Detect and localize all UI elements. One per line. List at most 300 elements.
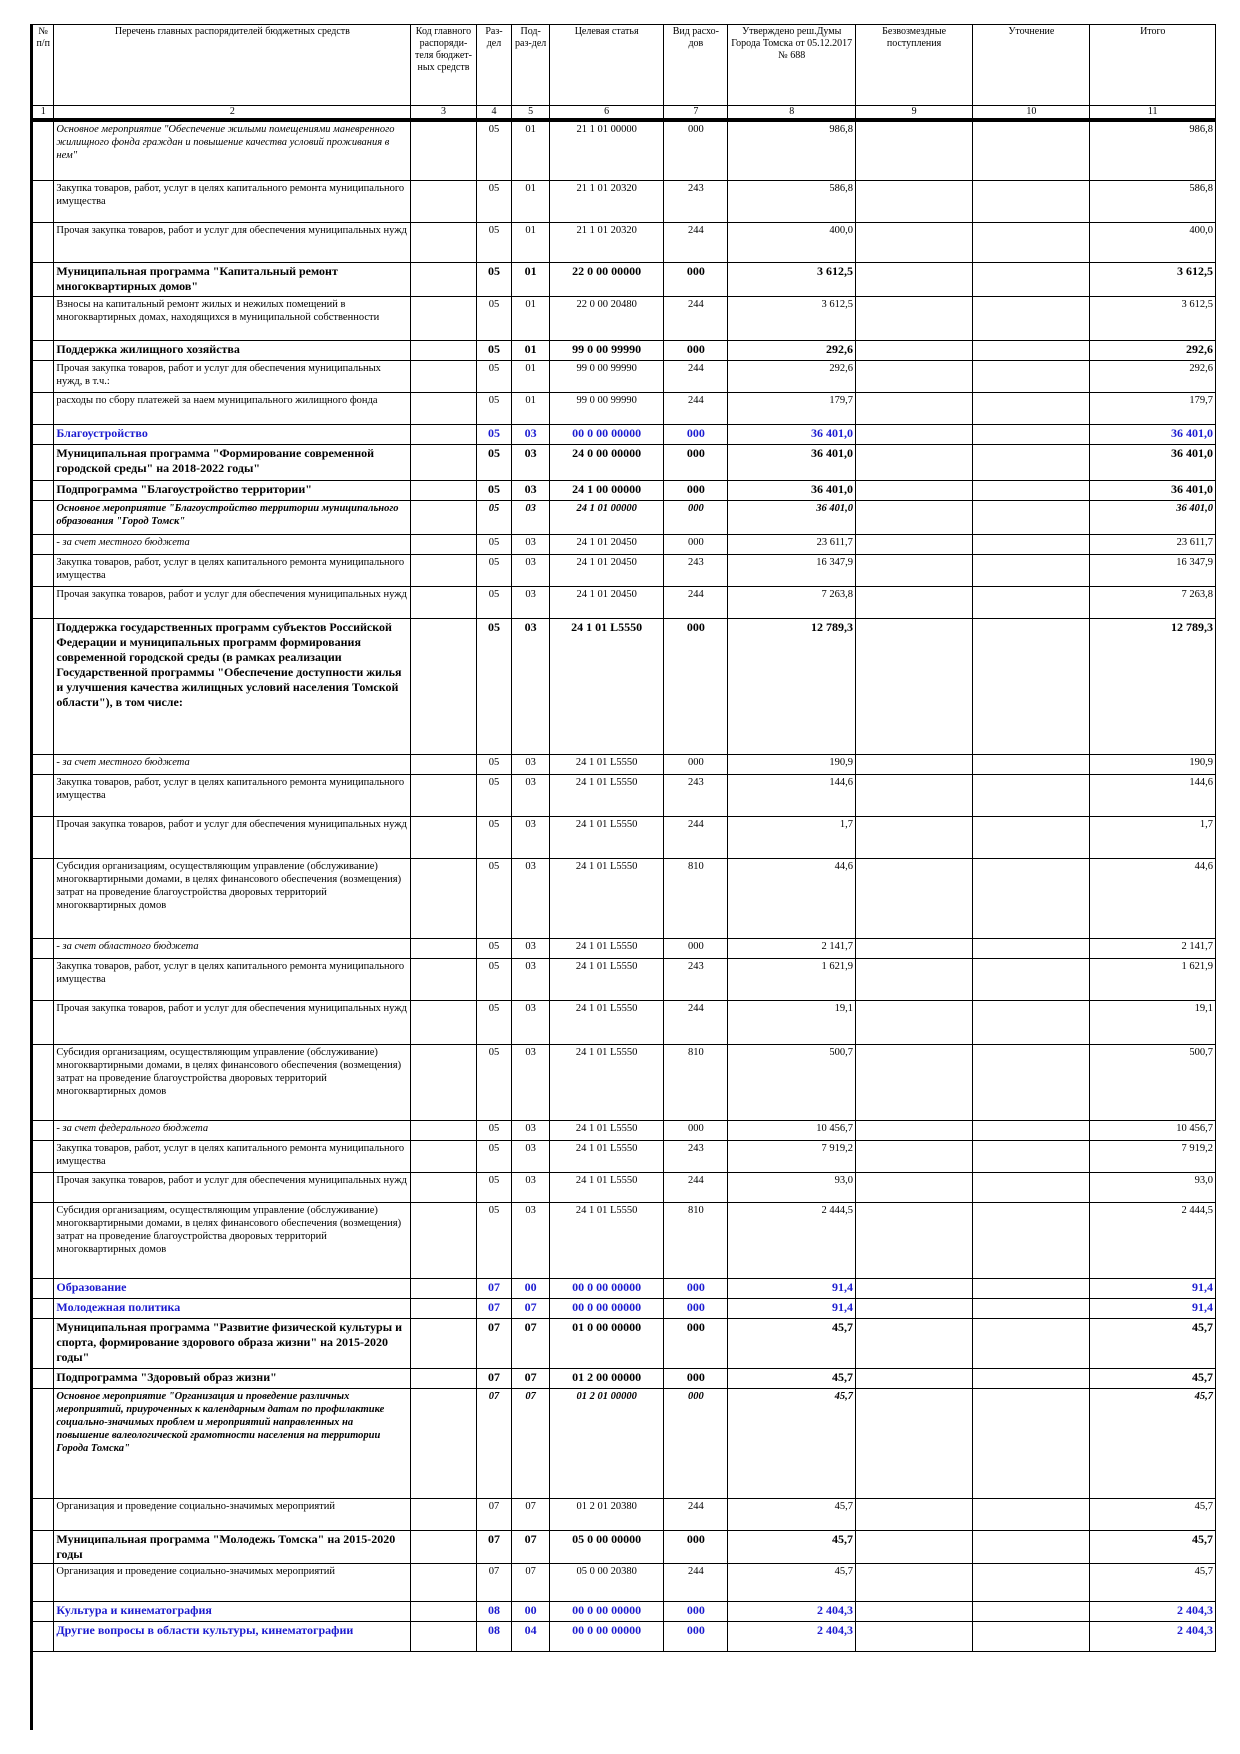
row-approved: 400,0 bbox=[728, 222, 855, 262]
row-grants bbox=[855, 554, 972, 586]
table-row bbox=[33, 958, 1216, 1000]
budget-table bbox=[32, 24, 1216, 1652]
row-correction bbox=[973, 816, 1090, 858]
row-grants bbox=[855, 1498, 972, 1530]
row-grants bbox=[855, 360, 972, 392]
table-row bbox=[33, 1140, 1216, 1172]
row-distributor-code bbox=[411, 1601, 476, 1621]
row-expense-type: 000 bbox=[664, 480, 728, 500]
row-grants bbox=[855, 222, 972, 262]
row-razdel: 05 bbox=[476, 424, 512, 444]
row-grants bbox=[855, 1298, 972, 1318]
row-total: 1,7 bbox=[1090, 816, 1216, 858]
row-distributor-code bbox=[411, 858, 476, 938]
row-podrazdel: 03 bbox=[512, 480, 550, 500]
row-distributor-code bbox=[411, 816, 476, 858]
row-distributor-code bbox=[411, 938, 476, 958]
row-grants bbox=[855, 1172, 972, 1202]
row-razdel: 07 bbox=[476, 1530, 512, 1563]
row-grants bbox=[855, 958, 972, 1000]
row-razdel: 07 bbox=[476, 1563, 512, 1601]
row-podrazdel: 03 bbox=[512, 1044, 550, 1120]
col-num: 4 bbox=[476, 106, 512, 121]
row-razdel: 05 bbox=[476, 1202, 512, 1278]
row-correction bbox=[973, 392, 1090, 424]
header-distributors: Перечень главных распорядителей бюджетных средств bbox=[54, 25, 411, 106]
row-target-article: 00 0 00 00000 bbox=[550, 1278, 664, 1298]
row-grants bbox=[855, 1278, 972, 1298]
row-expense-type: 000 bbox=[664, 1298, 728, 1318]
row-approved: 91,4 bbox=[728, 1298, 855, 1318]
row-approved: 1,7 bbox=[728, 816, 855, 858]
row-distributor-code bbox=[411, 1000, 476, 1044]
row-expense-type: 810 bbox=[664, 1202, 728, 1278]
row-razdel: 05 bbox=[476, 1140, 512, 1172]
row-podrazdel: 07 bbox=[512, 1318, 550, 1368]
row-correction bbox=[973, 360, 1090, 392]
row-distributor-code bbox=[411, 586, 476, 618]
row-expense-type: 000 bbox=[664, 444, 728, 480]
row-grants bbox=[855, 774, 972, 816]
row-distributor-code bbox=[411, 180, 476, 222]
row-total: 7 263,8 bbox=[1090, 586, 1216, 618]
table-row bbox=[33, 444, 1216, 480]
row-target-article: 24 1 00 00000 bbox=[550, 480, 664, 500]
row-total: 45,7 bbox=[1090, 1368, 1216, 1388]
row-expense-type: 000 bbox=[664, 340, 728, 360]
col-num: 5 bbox=[512, 106, 550, 121]
row-podrazdel: 01 bbox=[512, 180, 550, 222]
row-correction bbox=[973, 754, 1090, 774]
row-number bbox=[33, 222, 54, 262]
row-name: Закупка товаров, работ, услуг в целях капитального ремонта муниципального имущества bbox=[54, 554, 411, 586]
row-target-article: 24 1 01 L5550 bbox=[550, 858, 664, 938]
row-approved: 190,9 bbox=[728, 754, 855, 774]
col-num: 10 bbox=[973, 106, 1090, 121]
row-total: 144,6 bbox=[1090, 774, 1216, 816]
row-grants bbox=[855, 1044, 972, 1120]
row-name: Муниципальная программа "Молодежь Томска" на 2015-2020 годы bbox=[54, 1530, 411, 1563]
row-podrazdel: 03 bbox=[512, 816, 550, 858]
row-distributor-code bbox=[411, 480, 476, 500]
row-expense-type: 000 bbox=[664, 618, 728, 754]
row-expense-type: 000 bbox=[664, 500, 728, 534]
col-num: 3 bbox=[411, 106, 476, 121]
row-name: Прочая закупка товаров, работ и услуг для обеспечения муниципальных нужд bbox=[54, 1000, 411, 1044]
row-approved: 44,6 bbox=[728, 858, 855, 938]
row-target-article: 22 0 00 00000 bbox=[550, 262, 664, 296]
row-podrazdel: 03 bbox=[512, 424, 550, 444]
row-target-article: 05 0 00 20380 bbox=[550, 1563, 664, 1601]
row-correction bbox=[973, 534, 1090, 554]
row-razdel: 05 bbox=[476, 340, 512, 360]
row-correction bbox=[973, 1563, 1090, 1601]
row-name: Основное мероприятие "Организация и проведение различных мероприятий, приуроченных к календарным датам по профилактике социально-значимых проблем и мероприятий направленных на повышение валеологической грамотности населения на территории Города Томска" bbox=[54, 1388, 411, 1498]
row-name: Организация и проведение социально-значимых мероприятий bbox=[54, 1563, 411, 1601]
row-approved: 12 789,3 bbox=[728, 618, 855, 754]
header-distributor-code: Код главного распоряди-теля бюджет-ных средств bbox=[411, 25, 476, 106]
row-name: Прочая закупка товаров, работ и услуг для обеспечения муниципальных нужд bbox=[54, 222, 411, 262]
row-correction bbox=[973, 1000, 1090, 1044]
row-podrazdel: 07 bbox=[512, 1368, 550, 1388]
row-target-article: 05 0 00 00000 bbox=[550, 1530, 664, 1563]
header-grants: Безвозмездные поступления bbox=[855, 25, 972, 106]
table-row bbox=[33, 618, 1216, 754]
row-target-article: 24 1 01 L5550 bbox=[550, 1202, 664, 1278]
header-podrazdel: Под-раз-дел bbox=[512, 25, 550, 106]
row-podrazdel: 03 bbox=[512, 1000, 550, 1044]
row-approved: 45,7 bbox=[728, 1368, 855, 1388]
row-distributor-code bbox=[411, 120, 476, 180]
col-num: 6 bbox=[550, 106, 664, 121]
table-row bbox=[33, 1278, 1216, 1298]
row-approved: 45,7 bbox=[728, 1563, 855, 1601]
row-podrazdel: 00 bbox=[512, 1601, 550, 1621]
row-grants bbox=[855, 1140, 972, 1172]
row-expense-type: 000 bbox=[664, 1388, 728, 1498]
row-number bbox=[33, 480, 54, 500]
col-num: 7 bbox=[664, 106, 728, 121]
row-total: 36 401,0 bbox=[1090, 424, 1216, 444]
row-number bbox=[33, 1368, 54, 1388]
row-distributor-code bbox=[411, 754, 476, 774]
table-row bbox=[33, 1172, 1216, 1202]
header-target-article: Целевая статья bbox=[550, 25, 664, 106]
row-number bbox=[33, 938, 54, 958]
row-razdel: 05 bbox=[476, 958, 512, 1000]
row-correction bbox=[973, 1298, 1090, 1318]
row-correction bbox=[973, 618, 1090, 754]
row-grants bbox=[855, 586, 972, 618]
row-correction bbox=[973, 1140, 1090, 1172]
table-row bbox=[33, 1202, 1216, 1278]
row-approved: 2 404,3 bbox=[728, 1601, 855, 1621]
row-approved: 7 919,2 bbox=[728, 1140, 855, 1172]
row-correction bbox=[973, 1278, 1090, 1298]
row-distributor-code bbox=[411, 444, 476, 480]
row-distributor-code bbox=[411, 1563, 476, 1601]
row-podrazdel: 03 bbox=[512, 618, 550, 754]
row-expense-type: 244 bbox=[664, 296, 728, 340]
table-row bbox=[33, 1298, 1216, 1318]
row-number bbox=[33, 534, 54, 554]
table-row bbox=[33, 120, 1216, 180]
row-number bbox=[33, 586, 54, 618]
row-number bbox=[33, 1621, 54, 1651]
row-approved: 36 401,0 bbox=[728, 480, 855, 500]
row-total: 2 404,3 bbox=[1090, 1621, 1216, 1651]
table-row bbox=[33, 360, 1216, 392]
row-distributor-code bbox=[411, 554, 476, 586]
row-target-article: 24 1 01 L5550 bbox=[550, 1044, 664, 1120]
row-distributor-code bbox=[411, 1388, 476, 1498]
row-razdel: 05 bbox=[476, 858, 512, 938]
row-name: Подпрограмма "Благоустройство территории" bbox=[54, 480, 411, 500]
row-grants bbox=[855, 1621, 972, 1651]
row-target-article: 24 1 01 20450 bbox=[550, 586, 664, 618]
row-target-article: 24 1 01 L5550 bbox=[550, 1172, 664, 1202]
row-name: Поддержка государственных программ субъектов Российской Федерации и муниципальных программ формирования современной городской среды (в рамках реализации Государственной программы "Обеспечение доступности жилья и улучшения качества жилищных условий населения Томской области"), в том числе: bbox=[54, 618, 411, 754]
row-approved: 36 401,0 bbox=[728, 424, 855, 444]
row-podrazdel: 03 bbox=[512, 1172, 550, 1202]
table-row bbox=[33, 774, 1216, 816]
row-expense-type: 000 bbox=[664, 1621, 728, 1651]
row-correction bbox=[973, 1120, 1090, 1140]
row-number bbox=[33, 180, 54, 222]
header-total: Итого bbox=[1090, 25, 1216, 106]
row-name: Закупка товаров, работ, услуг в целях капитального ремонта муниципального имущества bbox=[54, 958, 411, 1000]
row-number bbox=[33, 1318, 54, 1368]
row-target-article: 21 1 01 20320 bbox=[550, 180, 664, 222]
row-grants bbox=[855, 534, 972, 554]
row-grants bbox=[855, 1120, 972, 1140]
row-correction bbox=[973, 180, 1090, 222]
row-expense-type: 000 bbox=[664, 262, 728, 296]
row-number bbox=[33, 500, 54, 534]
row-number bbox=[33, 262, 54, 296]
row-expense-type: 243 bbox=[664, 774, 728, 816]
row-name: Муниципальная программа "Формирование современной городской среды" на 2018-2022 годы" bbox=[54, 444, 411, 480]
row-name: Субсидия организациям, осуществляющим управление (обслуживание) многоквартирными домами, в целях финансового обеспечения (возмещения) затрат на проведение благоустройства дворовых территорий многоквартирных домов bbox=[54, 1044, 411, 1120]
row-podrazdel: 01 bbox=[512, 120, 550, 180]
row-correction bbox=[973, 1498, 1090, 1530]
table-row bbox=[33, 1621, 1216, 1651]
row-target-article: 01 0 00 00000 bbox=[550, 1318, 664, 1368]
row-podrazdel: 01 bbox=[512, 392, 550, 424]
row-podrazdel: 07 bbox=[512, 1298, 550, 1318]
row-approved: 45,7 bbox=[728, 1388, 855, 1498]
row-podrazdel: 01 bbox=[512, 222, 550, 262]
header-razdel: Раз-дел bbox=[476, 25, 512, 106]
table-row bbox=[33, 554, 1216, 586]
row-approved: 179,7 bbox=[728, 392, 855, 424]
row-distributor-code bbox=[411, 1278, 476, 1298]
row-name: Молодежная политика bbox=[54, 1298, 411, 1318]
row-approved: 3 612,5 bbox=[728, 262, 855, 296]
row-distributor-code bbox=[411, 1172, 476, 1202]
row-total: 36 401,0 bbox=[1090, 444, 1216, 480]
col-num: 2 bbox=[54, 106, 411, 121]
row-distributor-code bbox=[411, 340, 476, 360]
row-number bbox=[33, 1278, 54, 1298]
row-correction bbox=[973, 340, 1090, 360]
row-podrazdel: 03 bbox=[512, 444, 550, 480]
row-name: - за счет федерального бюджета bbox=[54, 1120, 411, 1140]
table-row bbox=[33, 816, 1216, 858]
row-grants bbox=[855, 120, 972, 180]
row-total: 2 141,7 bbox=[1090, 938, 1216, 958]
row-total: 36 401,0 bbox=[1090, 500, 1216, 534]
header-row bbox=[33, 25, 1216, 106]
row-number bbox=[33, 1298, 54, 1318]
row-distributor-code bbox=[411, 1318, 476, 1368]
row-name: Благоустройство bbox=[54, 424, 411, 444]
row-approved: 23 611,7 bbox=[728, 534, 855, 554]
row-expense-type: 000 bbox=[664, 534, 728, 554]
table-row bbox=[33, 222, 1216, 262]
row-expense-type: 000 bbox=[664, 1530, 728, 1563]
row-correction bbox=[973, 1368, 1090, 1388]
row-total: 10 456,7 bbox=[1090, 1120, 1216, 1140]
row-total: 45,7 bbox=[1090, 1318, 1216, 1368]
row-approved: 292,6 bbox=[728, 340, 855, 360]
row-razdel: 05 bbox=[476, 1172, 512, 1202]
table-row bbox=[33, 1368, 1216, 1388]
row-name: Основное мероприятие "Обеспечение жилыми помещениями маневренного жилищного фонда граждан и повышение качества условий проживания в нем" bbox=[54, 120, 411, 180]
row-approved: 19,1 bbox=[728, 1000, 855, 1044]
row-razdel: 05 bbox=[476, 444, 512, 480]
row-target-article: 24 1 01 L5550 bbox=[550, 958, 664, 1000]
row-target-article: 00 0 00 00000 bbox=[550, 424, 664, 444]
table-row bbox=[33, 1000, 1216, 1044]
row-razdel: 07 bbox=[476, 1498, 512, 1530]
row-approved: 36 401,0 bbox=[728, 444, 855, 480]
row-target-article: 00 0 00 00000 bbox=[550, 1621, 664, 1651]
row-expense-type: 000 bbox=[664, 754, 728, 774]
row-razdel: 05 bbox=[476, 586, 512, 618]
header-number: № п/п bbox=[33, 25, 54, 106]
row-razdel: 05 bbox=[476, 296, 512, 340]
row-expense-type: 000 bbox=[664, 1278, 728, 1298]
row-total: 986,8 bbox=[1090, 120, 1216, 180]
row-correction bbox=[973, 938, 1090, 958]
row-correction bbox=[973, 500, 1090, 534]
row-correction bbox=[973, 424, 1090, 444]
table-row bbox=[33, 938, 1216, 958]
table-row bbox=[33, 586, 1216, 618]
row-total: 36 401,0 bbox=[1090, 480, 1216, 500]
row-number bbox=[33, 340, 54, 360]
row-approved: 986,8 bbox=[728, 120, 855, 180]
row-total: 44,6 bbox=[1090, 858, 1216, 938]
row-correction bbox=[973, 1388, 1090, 1498]
row-total: 16 347,9 bbox=[1090, 554, 1216, 586]
row-total: 7 919,2 bbox=[1090, 1140, 1216, 1172]
row-target-article: 24 1 01 L5550 bbox=[550, 1000, 664, 1044]
row-razdel: 05 bbox=[476, 262, 512, 296]
row-expense-type: 000 bbox=[664, 938, 728, 958]
row-number bbox=[33, 1202, 54, 1278]
row-podrazdel: 03 bbox=[512, 1120, 550, 1140]
row-target-article: 01 2 01 20380 bbox=[550, 1498, 664, 1530]
row-podrazdel: 04 bbox=[512, 1621, 550, 1651]
row-correction bbox=[973, 1601, 1090, 1621]
row-razdel: 05 bbox=[476, 1000, 512, 1044]
row-number bbox=[33, 1530, 54, 1563]
row-approved: 7 263,8 bbox=[728, 586, 855, 618]
row-approved: 16 347,9 bbox=[728, 554, 855, 586]
row-total: 1 621,9 bbox=[1090, 958, 1216, 1000]
row-distributor-code bbox=[411, 424, 476, 444]
row-expense-type: 000 bbox=[664, 1120, 728, 1140]
row-approved: 2 141,7 bbox=[728, 938, 855, 958]
row-grants bbox=[855, 816, 972, 858]
row-approved: 586,8 bbox=[728, 180, 855, 222]
row-razdel: 07 bbox=[476, 1318, 512, 1368]
row-distributor-code bbox=[411, 1202, 476, 1278]
row-correction bbox=[973, 1530, 1090, 1563]
row-number bbox=[33, 858, 54, 938]
row-target-article: 22 0 00 20480 bbox=[550, 296, 664, 340]
table-row bbox=[33, 180, 1216, 222]
row-razdel: 05 bbox=[476, 480, 512, 500]
row-expense-type: 000 bbox=[664, 1601, 728, 1621]
row-correction bbox=[973, 1172, 1090, 1202]
row-target-article: 24 1 01 00000 bbox=[550, 500, 664, 534]
row-total: 23 611,7 bbox=[1090, 534, 1216, 554]
header-correction: Уточнение bbox=[973, 25, 1090, 106]
row-podrazdel: 03 bbox=[512, 534, 550, 554]
row-approved: 45,7 bbox=[728, 1318, 855, 1368]
row-number bbox=[33, 958, 54, 1000]
row-distributor-code bbox=[411, 1621, 476, 1651]
row-podrazdel: 03 bbox=[512, 500, 550, 534]
row-razdel: 05 bbox=[476, 938, 512, 958]
header-approved: Утверждено реш.Думы Города Томска от 05.12.2017 № 688 bbox=[728, 25, 855, 106]
row-podrazdel: 03 bbox=[512, 1202, 550, 1278]
row-distributor-code bbox=[411, 1120, 476, 1140]
row-razdel: 07 bbox=[476, 1368, 512, 1388]
row-correction bbox=[973, 222, 1090, 262]
row-total: 19,1 bbox=[1090, 1000, 1216, 1044]
row-razdel: 05 bbox=[476, 1120, 512, 1140]
row-approved: 3 612,5 bbox=[728, 296, 855, 340]
row-number bbox=[33, 360, 54, 392]
row-razdel: 08 bbox=[476, 1621, 512, 1651]
row-correction bbox=[973, 296, 1090, 340]
row-approved: 45,7 bbox=[728, 1530, 855, 1563]
row-podrazdel: 03 bbox=[512, 754, 550, 774]
row-name: расходы по сбору платежей за наем муниципального жилищного фонда bbox=[54, 392, 411, 424]
row-grants bbox=[855, 858, 972, 938]
row-name: - за счет областного бюджета bbox=[54, 938, 411, 958]
row-number bbox=[33, 1044, 54, 1120]
row-number bbox=[33, 1120, 54, 1140]
row-razdel: 05 bbox=[476, 1044, 512, 1120]
row-correction bbox=[973, 1202, 1090, 1278]
row-total: 586,8 bbox=[1090, 180, 1216, 222]
row-expense-type: 244 bbox=[664, 1563, 728, 1601]
row-target-article: 24 1 01 20450 bbox=[550, 554, 664, 586]
row-number bbox=[33, 754, 54, 774]
row-correction bbox=[973, 1044, 1090, 1120]
row-approved: 10 456,7 bbox=[728, 1120, 855, 1140]
table-row bbox=[33, 340, 1216, 360]
row-podrazdel: 07 bbox=[512, 1563, 550, 1601]
row-podrazdel: 07 bbox=[512, 1388, 550, 1498]
row-target-article: 24 1 01 L5550 bbox=[550, 618, 664, 754]
table-row bbox=[33, 754, 1216, 774]
row-name: Подпрограмма "Здоровый образ жизни" bbox=[54, 1368, 411, 1388]
row-approved: 36 401,0 bbox=[728, 500, 855, 534]
table-row bbox=[33, 480, 1216, 500]
row-razdel: 05 bbox=[476, 360, 512, 392]
row-target-article: 01 2 01 00000 bbox=[550, 1388, 664, 1498]
row-target-article: 99 0 00 99990 bbox=[550, 360, 664, 392]
table-row bbox=[33, 1388, 1216, 1498]
row-grants bbox=[855, 262, 972, 296]
row-total: 45,7 bbox=[1090, 1563, 1216, 1601]
row-expense-type: 000 bbox=[664, 1318, 728, 1368]
row-name: Закупка товаров, работ, услуг в целях капитального ремонта муниципального имущества bbox=[54, 180, 411, 222]
table-row bbox=[33, 296, 1216, 340]
row-podrazdel: 01 bbox=[512, 360, 550, 392]
row-expense-type: 244 bbox=[664, 1000, 728, 1044]
row-name: Субсидия организациям, осуществляющим управление (обслуживание) многоквартирными домами, в целях финансового обеспечения (возмещения) затрат на проведение благоустройства дворовых территорий многоквартирных домов bbox=[54, 858, 411, 938]
row-distributor-code bbox=[411, 774, 476, 816]
row-distributor-code bbox=[411, 262, 476, 296]
row-distributor-code bbox=[411, 1298, 476, 1318]
